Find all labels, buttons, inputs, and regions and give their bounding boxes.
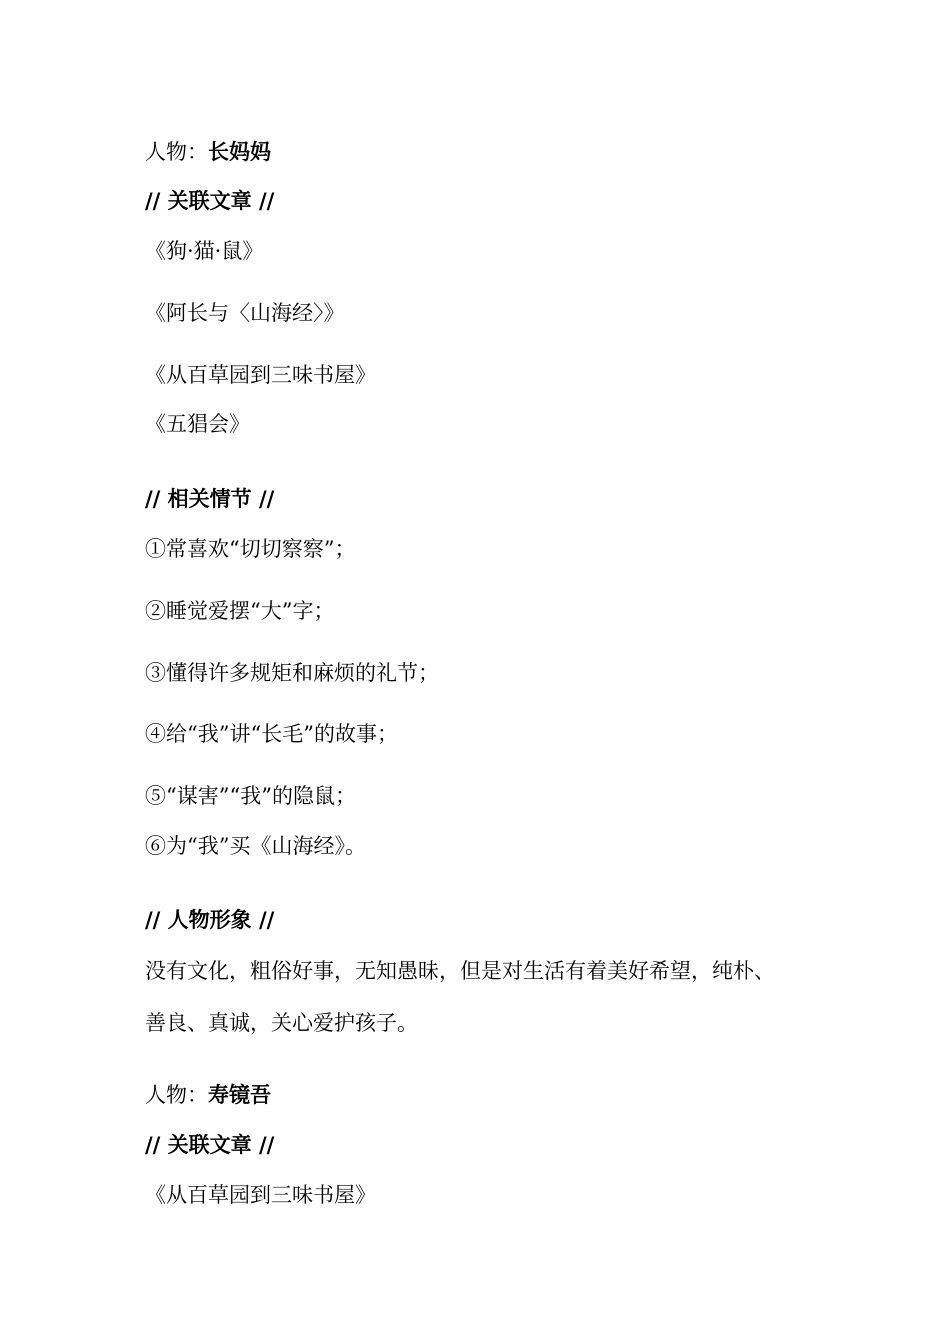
person-name: 长妈妈 bbox=[208, 139, 271, 164]
section-heading-related-articles: // 关联文章 // bbox=[145, 188, 275, 213]
section-heading-plots: // 相关情节 // bbox=[145, 486, 275, 511]
person-title bbox=[145, 1081, 271, 1109]
article-item: 《狗·猫·鼠》 bbox=[145, 239, 264, 263]
person-label: 人物： bbox=[145, 1083, 208, 1107]
plot-item: ③懂得许多规矩和麻烦的礼节； bbox=[145, 661, 439, 685]
plot-item: ①常喜欢“切切察察”； bbox=[145, 537, 356, 561]
plot-item: ⑥为“我”买《山海经》。 bbox=[145, 834, 366, 858]
article-item: 《五猖会》 bbox=[145, 412, 250, 436]
plot-item: ④给“我”讲“长毛”的故事； bbox=[145, 722, 398, 746]
person-title bbox=[145, 138, 271, 166]
person-label: 人物： bbox=[145, 140, 208, 164]
section-heading-character-image: // 人物形象 // bbox=[145, 907, 275, 932]
plot-item: ②睡觉爱摆“大”字； bbox=[145, 599, 335, 623]
section-heading-related-articles: // 关联文章 // bbox=[145, 1132, 275, 1157]
plot-item: ⑤“谋害”“我”的隐鼠； bbox=[145, 784, 356, 808]
article-item: 《从百草园到三味书屋》 bbox=[145, 1183, 376, 1207]
paragraph-line: 善良、真诚，关心爱护孩子。 bbox=[145, 1011, 418, 1035]
article-item: 《阿长与〈山海经〉》 bbox=[145, 301, 345, 325]
article-item: 《从百草园到三味书屋》 bbox=[145, 363, 376, 387]
paragraph-line: 没有文化，粗俗好事，无知愚昧，但是对生活有着美好希望，纯朴、 bbox=[145, 959, 775, 983]
person-name: 寿镜吾 bbox=[208, 1082, 271, 1107]
